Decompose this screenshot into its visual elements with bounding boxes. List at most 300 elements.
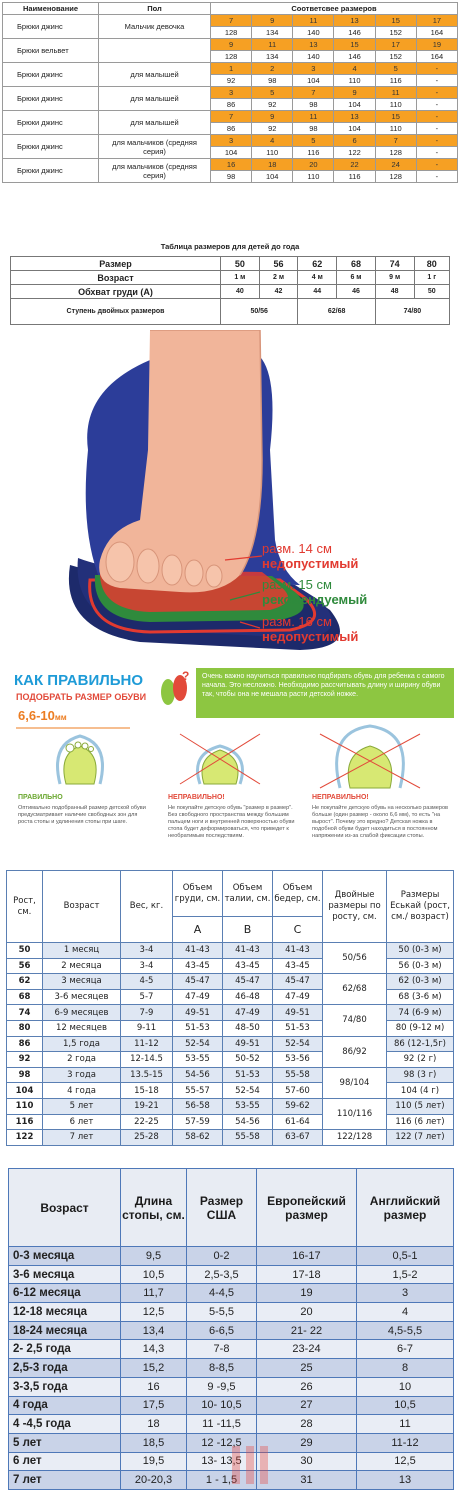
- size-height: 152: [375, 51, 416, 63]
- size-code: 19: [416, 39, 457, 51]
- double-1: 62/68: [298, 299, 375, 325]
- size-4: 74: [375, 257, 414, 271]
- size-cell: 21- 22: [257, 1321, 357, 1340]
- table3-cell: 110: [7, 1098, 43, 1114]
- table3-cell: 56-58: [173, 1098, 223, 1114]
- size-cell: 13- 13,5: [187, 1452, 257, 1471]
- table3-row: [7, 943, 454, 959]
- label-14cm-note: недопустимый: [262, 556, 359, 571]
- header-eu-size: Европейский размер: [257, 1169, 357, 1247]
- label-16cm: разм. 16 см: [262, 614, 332, 629]
- table3-cell: 47-49: [273, 989, 323, 1005]
- size-code: -: [416, 135, 457, 147]
- table3-cell: 49-51: [173, 1005, 223, 1021]
- size-code: 4: [252, 135, 293, 147]
- size-code: 15: [375, 111, 416, 123]
- table3-cell: 49-51: [223, 1036, 273, 1052]
- table3-row: [7, 1036, 454, 1052]
- table3-cell: 12 месяцев: [43, 1020, 121, 1036]
- header-waist: Объем талии, см.: [223, 871, 273, 917]
- size-2: 62: [298, 257, 337, 271]
- table1-row-top: [3, 15, 458, 27]
- age-cell: 2- 2,5 года: [9, 1340, 121, 1359]
- chest-3: 46: [337, 285, 376, 299]
- chest-1: 42: [259, 285, 298, 299]
- size-cell: 11 -11,5: [187, 1415, 257, 1434]
- table4-row: [9, 1284, 454, 1303]
- table3-row: [7, 1083, 454, 1099]
- table4-row: [9, 1303, 454, 1322]
- table3-cell: 86: [7, 1036, 43, 1052]
- table3-cell: 55-58: [223, 1130, 273, 1146]
- eskai-size: 80 (9-12 м): [387, 1020, 454, 1036]
- table3-cell: 51-53: [173, 1020, 223, 1036]
- size-cell: 12 -12,5: [187, 1433, 257, 1452]
- table3-cell: 45-47: [223, 974, 273, 990]
- product-gender: для малышей: [99, 63, 211, 87]
- table3-row: [7, 1005, 454, 1021]
- table3-cell: 58-62: [173, 1130, 223, 1146]
- label-chest: Обхват груди (А): [11, 285, 221, 299]
- eskai-size: 110 (5 лет): [387, 1098, 454, 1114]
- header-sizes: Соответсвее размеров: [211, 3, 458, 15]
- table3-cell: 53-56: [273, 1052, 323, 1068]
- size-height: 110: [375, 99, 416, 111]
- label-16cm-note: недопустимый: [262, 629, 359, 644]
- table3-cell: 5 лет: [43, 1098, 121, 1114]
- size-height: 164: [416, 51, 457, 63]
- table3-cell: 41-43: [173, 943, 223, 959]
- header-age: Возраст: [9, 1169, 121, 1247]
- product-gender: для малышей: [99, 111, 211, 135]
- table3-cell: 5-7: [121, 989, 173, 1005]
- table3-cell: 3-4: [121, 958, 173, 974]
- size-height: 116: [375, 75, 416, 87]
- table3-cell: 45-47: [173, 974, 223, 990]
- size-height: 134: [252, 51, 293, 63]
- age-2: 4 м: [298, 271, 337, 285]
- size-code: 11: [252, 39, 293, 51]
- size-height: 146: [334, 51, 375, 63]
- header-foot-length: Длина стопы, см.: [121, 1169, 187, 1247]
- size-code: -: [416, 63, 457, 75]
- table1-row-top: [3, 159, 458, 171]
- table3-cell: 122: [7, 1130, 43, 1146]
- size-height: 110: [293, 171, 334, 183]
- table3-cell: 11-12: [121, 1036, 173, 1052]
- size-code: 3: [211, 87, 252, 99]
- children-size-table-body: [7, 943, 454, 1146]
- header-age: Возраст: [43, 871, 121, 943]
- size-cell: 10: [357, 1377, 454, 1396]
- shoe-size-illustration: [0, 330, 460, 660]
- header-eskai: Размеры Еськай (рост, см./ возраст): [387, 871, 454, 943]
- size-cell: 0-2: [187, 1247, 257, 1266]
- size-cell: 5-5,5: [187, 1303, 257, 1322]
- size-code: 13: [334, 15, 375, 27]
- table3-cell: 68: [7, 989, 43, 1005]
- size-height: 140: [293, 51, 334, 63]
- size-height: 122: [334, 147, 375, 159]
- table3-cell: 41-43: [273, 943, 323, 959]
- how-to-choose-shoe-section: [0, 662, 460, 862]
- age-3: 6 м: [337, 271, 376, 285]
- table3-cell: 41-43: [223, 943, 273, 959]
- table3-cell: 57-59: [173, 1114, 223, 1130]
- size-cell: 10,5: [121, 1265, 187, 1284]
- size-height: 128: [375, 171, 416, 183]
- size-cell: 2,5-3,5: [187, 1265, 257, 1284]
- size-cell: 4: [357, 1303, 454, 1322]
- table3-row: [7, 1130, 454, 1146]
- table3-cell: 19-21: [121, 1098, 173, 1114]
- foot-loose-icon: [320, 726, 420, 788]
- size-cell: 16: [121, 1377, 187, 1396]
- table4-row: [9, 1321, 454, 1340]
- eskai-size: 74 (6-9 м): [387, 1005, 454, 1021]
- size-code: 17: [375, 39, 416, 51]
- label-wrong-2: НЕПРАВИЛЬНО!: [312, 794, 369, 801]
- size-height: 98: [211, 171, 252, 183]
- size-height: 110: [252, 147, 293, 159]
- size-code: 15: [375, 15, 416, 27]
- header-height: Рост, см.: [7, 871, 43, 943]
- table3-cell: 13.5-15: [121, 1067, 173, 1083]
- table4-row: [9, 1265, 454, 1284]
- size-cell: 23-24: [257, 1340, 357, 1359]
- label-size: Размер: [11, 257, 221, 271]
- size-cell: 17,5: [121, 1396, 187, 1415]
- table3-cell: 62: [7, 974, 43, 990]
- size-code: 7: [211, 111, 252, 123]
- age-cell: 5 лет: [9, 1433, 121, 1452]
- size-height: -: [416, 75, 457, 87]
- size-cell: 1 - 1,5: [187, 1471, 257, 1490]
- header-name: Наименование: [3, 3, 99, 15]
- size-cell: 6-6,5: [187, 1321, 257, 1340]
- table3-cell: 52-54: [273, 1036, 323, 1052]
- table3-cell: 3 года: [43, 1067, 121, 1083]
- double-size: 50/56: [323, 943, 387, 974]
- age-cell: 4 -4,5 года: [9, 1415, 121, 1434]
- size-cell: 20: [257, 1303, 357, 1322]
- table3-cell: 51-53: [223, 1067, 273, 1083]
- size-code: 5: [293, 135, 334, 147]
- size-code: 13: [334, 111, 375, 123]
- size-cell: 15,2: [121, 1359, 187, 1378]
- age-cell: 2,5-3 года: [9, 1359, 121, 1378]
- watermark-logo: [224, 1440, 454, 1490]
- size-height: 92: [252, 99, 293, 111]
- table3-row: [7, 1098, 454, 1114]
- table3-cell: 56: [7, 958, 43, 974]
- howto-title: КАК ПРАВИЛЬНО: [14, 672, 144, 689]
- eskai-size: 116 (6 лет): [387, 1114, 454, 1130]
- size-height: 128: [211, 27, 252, 39]
- foot-correct-icon: [58, 736, 103, 784]
- table4-row: [9, 1396, 454, 1415]
- age-cell: 0-3 месяца: [9, 1247, 121, 1266]
- size-code: 9: [252, 15, 293, 27]
- size-code: 4: [334, 63, 375, 75]
- size-code: 17: [416, 15, 457, 27]
- table3-cell: 7 лет: [43, 1130, 121, 1146]
- table1-row-top: [3, 39, 458, 51]
- age-cell: 18-24 месяца: [9, 1321, 121, 1340]
- eskai-size: 104 (4 г): [387, 1083, 454, 1099]
- size-cell: 27: [257, 1396, 357, 1415]
- size-code: 3: [293, 63, 334, 75]
- header-hips: Объем бедер, см.: [273, 871, 323, 917]
- size-cell: 6-7: [357, 1340, 454, 1359]
- table3-cell: 15-18: [121, 1083, 173, 1099]
- table3-cell: 2 года: [43, 1052, 121, 1068]
- product-gender: Мальчик девочка: [99, 15, 211, 39]
- size-height: -: [416, 123, 457, 135]
- size-height: 98: [293, 99, 334, 111]
- shoe-size-table: [8, 1168, 454, 1490]
- size-cell: 10,5: [357, 1396, 454, 1415]
- size-height: 104: [334, 99, 375, 111]
- size-code: 5: [252, 87, 293, 99]
- size-cell: 19,5: [121, 1452, 187, 1471]
- header-double: Двойные размеры по росту, см.: [323, 871, 387, 943]
- howto-intro: Очень важно научиться правильно подбирать обувь для ребенка с самого начала. Это несложно. Необходимо рассчитывать длину и ширину обуви так, чтобы она не мешала расти детской ножке.: [196, 668, 454, 718]
- size-height: 116: [293, 147, 334, 159]
- measure-range: [18, 708, 67, 723]
- product-gender: для мальчиков (средняя серия): [99, 159, 211, 183]
- size-cell: 11,7: [121, 1284, 187, 1303]
- size-cell: 13,4: [121, 1321, 187, 1340]
- pants-size-table-body: [3, 15, 458, 183]
- size-height: 86: [211, 123, 252, 135]
- size-height: 104: [334, 123, 375, 135]
- chest-4: 48: [375, 285, 414, 299]
- size-code: 11: [375, 87, 416, 99]
- size-height: 98: [293, 123, 334, 135]
- size-code: 20: [293, 159, 334, 171]
- age-cell: 12-18 месяца: [9, 1303, 121, 1322]
- size-height: -: [416, 99, 457, 111]
- table3-cell: 1,5 года: [43, 1036, 121, 1052]
- age-5: 1 г: [414, 271, 449, 285]
- table3-row: [7, 1067, 454, 1083]
- size-cell: 8-8,5: [187, 1359, 257, 1378]
- size-code: 7: [293, 87, 334, 99]
- header-gender: Пол: [99, 3, 211, 15]
- infant-table-caption: Таблица размеров для детей до года: [160, 242, 300, 251]
- table3-cell: 51-53: [273, 1020, 323, 1036]
- size-cell: 29: [257, 1433, 357, 1452]
- size-code: -: [416, 159, 457, 171]
- size-cell: 25: [257, 1359, 357, 1378]
- size-cell: 20-20,3: [121, 1471, 187, 1490]
- table4-row: [9, 1340, 454, 1359]
- size-cell: 4-4,5: [187, 1284, 257, 1303]
- product-name: Брюки джинс: [3, 87, 99, 111]
- table3-cell: 61-64: [273, 1114, 323, 1130]
- size-height: -: [416, 147, 457, 159]
- table3-cell: 55-58: [273, 1067, 323, 1083]
- product-name: Брюки вельвет: [3, 39, 99, 63]
- row-chest: [11, 285, 450, 299]
- age-4: 9 м: [375, 271, 414, 285]
- size-code: 1: [211, 63, 252, 75]
- size-height: 140: [293, 27, 334, 39]
- table3-row: [7, 958, 454, 974]
- size-cell: 11: [357, 1415, 454, 1434]
- size-code: 5: [375, 63, 416, 75]
- table3-row: [7, 989, 454, 1005]
- size-height: 104: [252, 171, 293, 183]
- svg-text:?: ?: [182, 670, 190, 683]
- table3-cell: 54-56: [173, 1067, 223, 1083]
- eskai-size: 86 (12-1,5г): [387, 1036, 454, 1052]
- table3-cell: 53-55: [173, 1052, 223, 1068]
- eskai-size: 98 (3 г): [387, 1067, 454, 1083]
- size-cell: 7-8: [187, 1340, 257, 1359]
- double-size: 62/68: [323, 974, 387, 1005]
- size-code: 7: [211, 15, 252, 27]
- table3-cell: 22-25: [121, 1114, 173, 1130]
- row-age: [11, 271, 450, 285]
- row-size: [11, 257, 450, 271]
- table3-cell: 6-9 месяцев: [43, 1005, 121, 1021]
- size-1: 56: [259, 257, 298, 271]
- table3-cell: 98: [7, 1067, 43, 1083]
- age-cell: 3-6 месяца: [9, 1265, 121, 1284]
- footprint-diagrams: [0, 724, 460, 794]
- product-name: Брюки джинс: [3, 63, 99, 87]
- table3-cell: 43-45: [173, 958, 223, 974]
- table1-row-top: [3, 87, 458, 99]
- table3-cell: 53-55: [223, 1098, 273, 1114]
- size-code: 15: [334, 39, 375, 51]
- infant-size-table: [10, 242, 450, 325]
- table3-cell: 50: [7, 943, 43, 959]
- table3-cell: 45-47: [273, 974, 323, 990]
- product-name: Брюки джинс: [3, 15, 99, 39]
- header-b: B: [223, 917, 273, 943]
- size-code: 11: [293, 15, 334, 27]
- table3-cell: 1 месяц: [43, 943, 121, 959]
- size-height: 152: [375, 27, 416, 39]
- size-code: 7: [375, 135, 416, 147]
- size-cell: 17-18: [257, 1265, 357, 1284]
- table3-cell: 59-62: [273, 1098, 323, 1114]
- table3-cell: 104: [7, 1083, 43, 1099]
- product-gender: для мальчиков (средняя серия): [99, 135, 211, 159]
- size-cell: 9 -9,5: [187, 1377, 257, 1396]
- size-cell: 0,5-1: [357, 1247, 454, 1266]
- size-height: 92: [211, 75, 252, 87]
- size-5: 80: [414, 257, 449, 271]
- table4-row: [9, 1377, 454, 1396]
- size-height: 92: [252, 123, 293, 135]
- size-code: 9: [252, 111, 293, 123]
- size-cell: 26: [257, 1377, 357, 1396]
- size-cell: 18: [121, 1415, 187, 1434]
- size-height: -: [416, 171, 457, 183]
- header-a: A: [173, 917, 223, 943]
- size-cell: 30: [257, 1452, 357, 1471]
- table3-cell: 7-9: [121, 1005, 173, 1021]
- label-15cm: разм. 15 см: [262, 577, 332, 592]
- size-height: 116: [334, 171, 375, 183]
- size-cell: 3: [357, 1284, 454, 1303]
- table3-cell: 25-28: [121, 1130, 173, 1146]
- size-cell: 10- 10,5: [187, 1396, 257, 1415]
- age-1: 2 м: [259, 271, 298, 285]
- size-height: 164: [416, 27, 457, 39]
- header-c: C: [273, 917, 323, 943]
- double-size: 86/92: [323, 1036, 387, 1067]
- size-code: 18: [252, 159, 293, 171]
- chest-0: 40: [221, 285, 260, 299]
- label-wrong-1: НЕПРАВИЛЬНО!: [168, 794, 225, 801]
- table3-cell: 57-60: [273, 1083, 323, 1099]
- text-wrong-1: Не покупайте детскую обувь "размер в размер". Без свободного пространства между большим пальцем ноги и внутренней поверхностью обуви стопа будет деформироваться, что приведет к необратимым последствиям.: [168, 805, 295, 839]
- size-cell: 28: [257, 1415, 357, 1434]
- size-cell: 11-12: [357, 1433, 454, 1452]
- table3-cell: 52-54: [173, 1036, 223, 1052]
- eskai-size: 56 (0-3 м): [387, 958, 454, 974]
- size-cell: 12,5: [121, 1303, 187, 1322]
- double-0: 50/56: [221, 299, 298, 325]
- label-15cm-note: рекомендуемый: [262, 592, 368, 607]
- size-cell: 19: [257, 1284, 357, 1303]
- table3-cell: 47-49: [173, 989, 223, 1005]
- table3-cell: 116: [7, 1114, 43, 1130]
- pants-size-table: [2, 2, 458, 183]
- size-cell: 1,5-2: [357, 1265, 454, 1284]
- table4-row: [9, 1247, 454, 1266]
- text-correct: Оптимально подобранный размер детской обуви предусматривает наличие свободных зон для роста стопы и удлинения стопы при шаге.: [18, 805, 146, 825]
- table3-row: [7, 1114, 454, 1130]
- size-code: -: [416, 111, 457, 123]
- size-code: 22: [334, 159, 375, 171]
- table3-row: [7, 1020, 454, 1036]
- eskai-size: 122 (7 лет): [387, 1130, 454, 1146]
- table3-cell: 46-48: [223, 989, 273, 1005]
- table3-cell: 74: [7, 1005, 43, 1021]
- size-code: 9: [334, 87, 375, 99]
- size-code: 9: [211, 39, 252, 51]
- header-us-size: Размер США: [187, 1169, 257, 1247]
- howto-subtitle: ПОДОБРАТЬ РАЗМЕР ОБУВИ: [16, 692, 147, 702]
- table3-cell: 55-57: [173, 1083, 223, 1099]
- size-cell: 31: [257, 1471, 357, 1490]
- age-0: 1 м: [221, 271, 260, 285]
- size-cell: 12,5: [357, 1452, 454, 1471]
- table3-cell: 43-45: [223, 958, 273, 974]
- size-code: 13: [293, 39, 334, 51]
- size-cell: 13: [357, 1471, 454, 1490]
- eskai-size: 62 (0-3 м): [387, 974, 454, 990]
- header-uk-size: Английский размер: [357, 1169, 454, 1247]
- size-cell: 9,5: [121, 1247, 187, 1266]
- table3-cell: 52-54: [223, 1083, 273, 1099]
- size-height: 146: [334, 27, 375, 39]
- double-2: 74/80: [375, 299, 449, 325]
- foot-tight-icon: [180, 734, 260, 784]
- header-weight: Вес, кг.: [121, 871, 173, 943]
- footprints-icon: [158, 670, 190, 710]
- table3-cell: 80: [7, 1020, 43, 1036]
- table3-cell: 92: [7, 1052, 43, 1068]
- children-size-table: [6, 870, 454, 1146]
- product-name: Брюки джинс: [3, 159, 99, 183]
